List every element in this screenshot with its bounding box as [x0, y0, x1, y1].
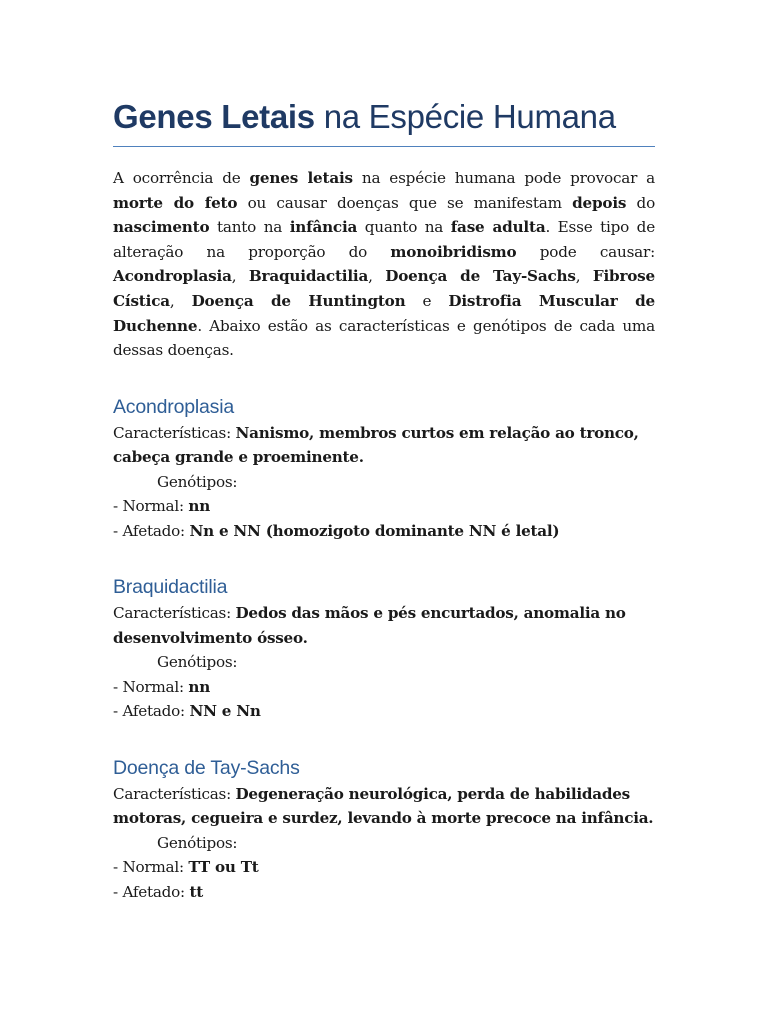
- characteristics-line: [113, 421, 655, 470]
- normal-label: - Normal:: [113, 677, 189, 696]
- normal-value: nn: [188, 497, 211, 516]
- intro-text: do: [626, 193, 656, 212]
- intro-emphasis: infância: [289, 218, 358, 237]
- title-rest: na Espécie Humana: [314, 98, 616, 135]
- section-heading: Doença de Tay-Sachs: [113, 756, 300, 779]
- intro-emphasis: Fibrose Cística: [113, 267, 655, 310]
- title-bold: Genes Letais: [113, 98, 315, 135]
- intro-emphasis: monoibridismo: [390, 242, 517, 261]
- genotypes-label: Genótipos:: [157, 653, 238, 672]
- affected-value: tt: [189, 882, 204, 901]
- affected-genotype-line: [113, 699, 655, 724]
- affected-genotype-line: [113, 880, 655, 905]
- intro-text: A ocorrência de: [113, 169, 250, 187]
- normal-value: TT ou Tt: [188, 858, 259, 877]
- genotypes-label: Genótipos:: [157, 472, 238, 491]
- genotypes-label: Genótipos:: [157, 833, 238, 852]
- section-acondroplasia: [113, 393, 655, 544]
- intro-text: quanto na: [357, 218, 451, 237]
- intro-emphasis: Doença de Tay-Sachs: [385, 267, 576, 286]
- intro-text: ,: [575, 267, 593, 286]
- intro-emphasis: Acondroplasia: [113, 267, 232, 286]
- affected-label: - Afetado:: [113, 702, 190, 721]
- characteristics-label: Características:: [113, 784, 236, 803]
- characteristics-label: Características:: [113, 423, 236, 442]
- document-page: [113, 92, 655, 904]
- characteristics-line: [113, 601, 655, 650]
- normal-value: nn: [188, 677, 211, 696]
- intro-emphasis: nascimento: [113, 218, 210, 237]
- intro-emphasis: fase adulta: [450, 218, 546, 237]
- intro-emphasis: Braquidactilia: [248, 267, 369, 286]
- intro-emphasis: genes letais: [249, 169, 353, 187]
- affected-label: - Afetado:: [113, 882, 190, 901]
- affected-value: Nn e NN (homozigoto dominante NN é letal): [189, 521, 560, 540]
- intro-emphasis: morte do feto: [113, 193, 238, 212]
- intro-emphasis: depois: [572, 193, 627, 212]
- page-title: [113, 92, 655, 142]
- normal-genotype-line: [113, 494, 655, 519]
- normal-genotype-line: [113, 855, 655, 880]
- intro-text: . Abaixo estão as características e genótipos de cada uma dessas doenças.: [113, 316, 655, 360]
- intro-emphasis: Doença de Huntington: [191, 291, 406, 310]
- characteristics-value: Degeneração neurológica, perda de habilidades motoras, cegueira e surdez, levando à morte precoce na infância.: [113, 784, 654, 828]
- intro-paragraph: [113, 166, 655, 363]
- affected-genotype-line: [113, 519, 655, 544]
- intro-text: na espécie humana pode provocar a: [352, 169, 655, 187]
- section-heading: Braquidactilia: [113, 576, 228, 599]
- intro-text: . Esse tipo de alteração na proporção do: [113, 218, 655, 261]
- characteristics-label: Características:: [113, 604, 236, 623]
- section-heading: Acondroplasia: [113, 395, 234, 418]
- intro-text: ou causar doenças que se manifestam: [237, 193, 573, 212]
- intro-text: pode causar:: [516, 242, 655, 261]
- title-divider: [113, 146, 655, 147]
- normal-label: - Normal:: [113, 858, 189, 877]
- normal-label: - Normal:: [113, 497, 189, 516]
- intro-emphasis: Distrofia Muscular de Duchenne: [113, 291, 655, 335]
- section-braquidactilia: [113, 573, 655, 724]
- intro-text: ,: [231, 267, 249, 286]
- characteristics-value: Dedos das mãos e pés encurtados, anomalia no desenvolvimento ósseo.: [113, 604, 626, 647]
- intro-text: ,: [169, 291, 192, 310]
- normal-genotype-line: [113, 675, 655, 700]
- intro-text: ,: [368, 267, 386, 286]
- affected-value: NN e Nn: [189, 702, 261, 721]
- affected-label: - Afetado:: [113, 521, 190, 540]
- section-tay-sachs: [113, 754, 655, 905]
- characteristics-line: [113, 782, 655, 831]
- intro-text: e: [405, 291, 449, 310]
- intro-text: tanto na: [209, 218, 290, 237]
- characteristics-value: Nanismo, membros curtos em relação ao tronco, cabeça grande e proeminente.: [113, 423, 639, 467]
